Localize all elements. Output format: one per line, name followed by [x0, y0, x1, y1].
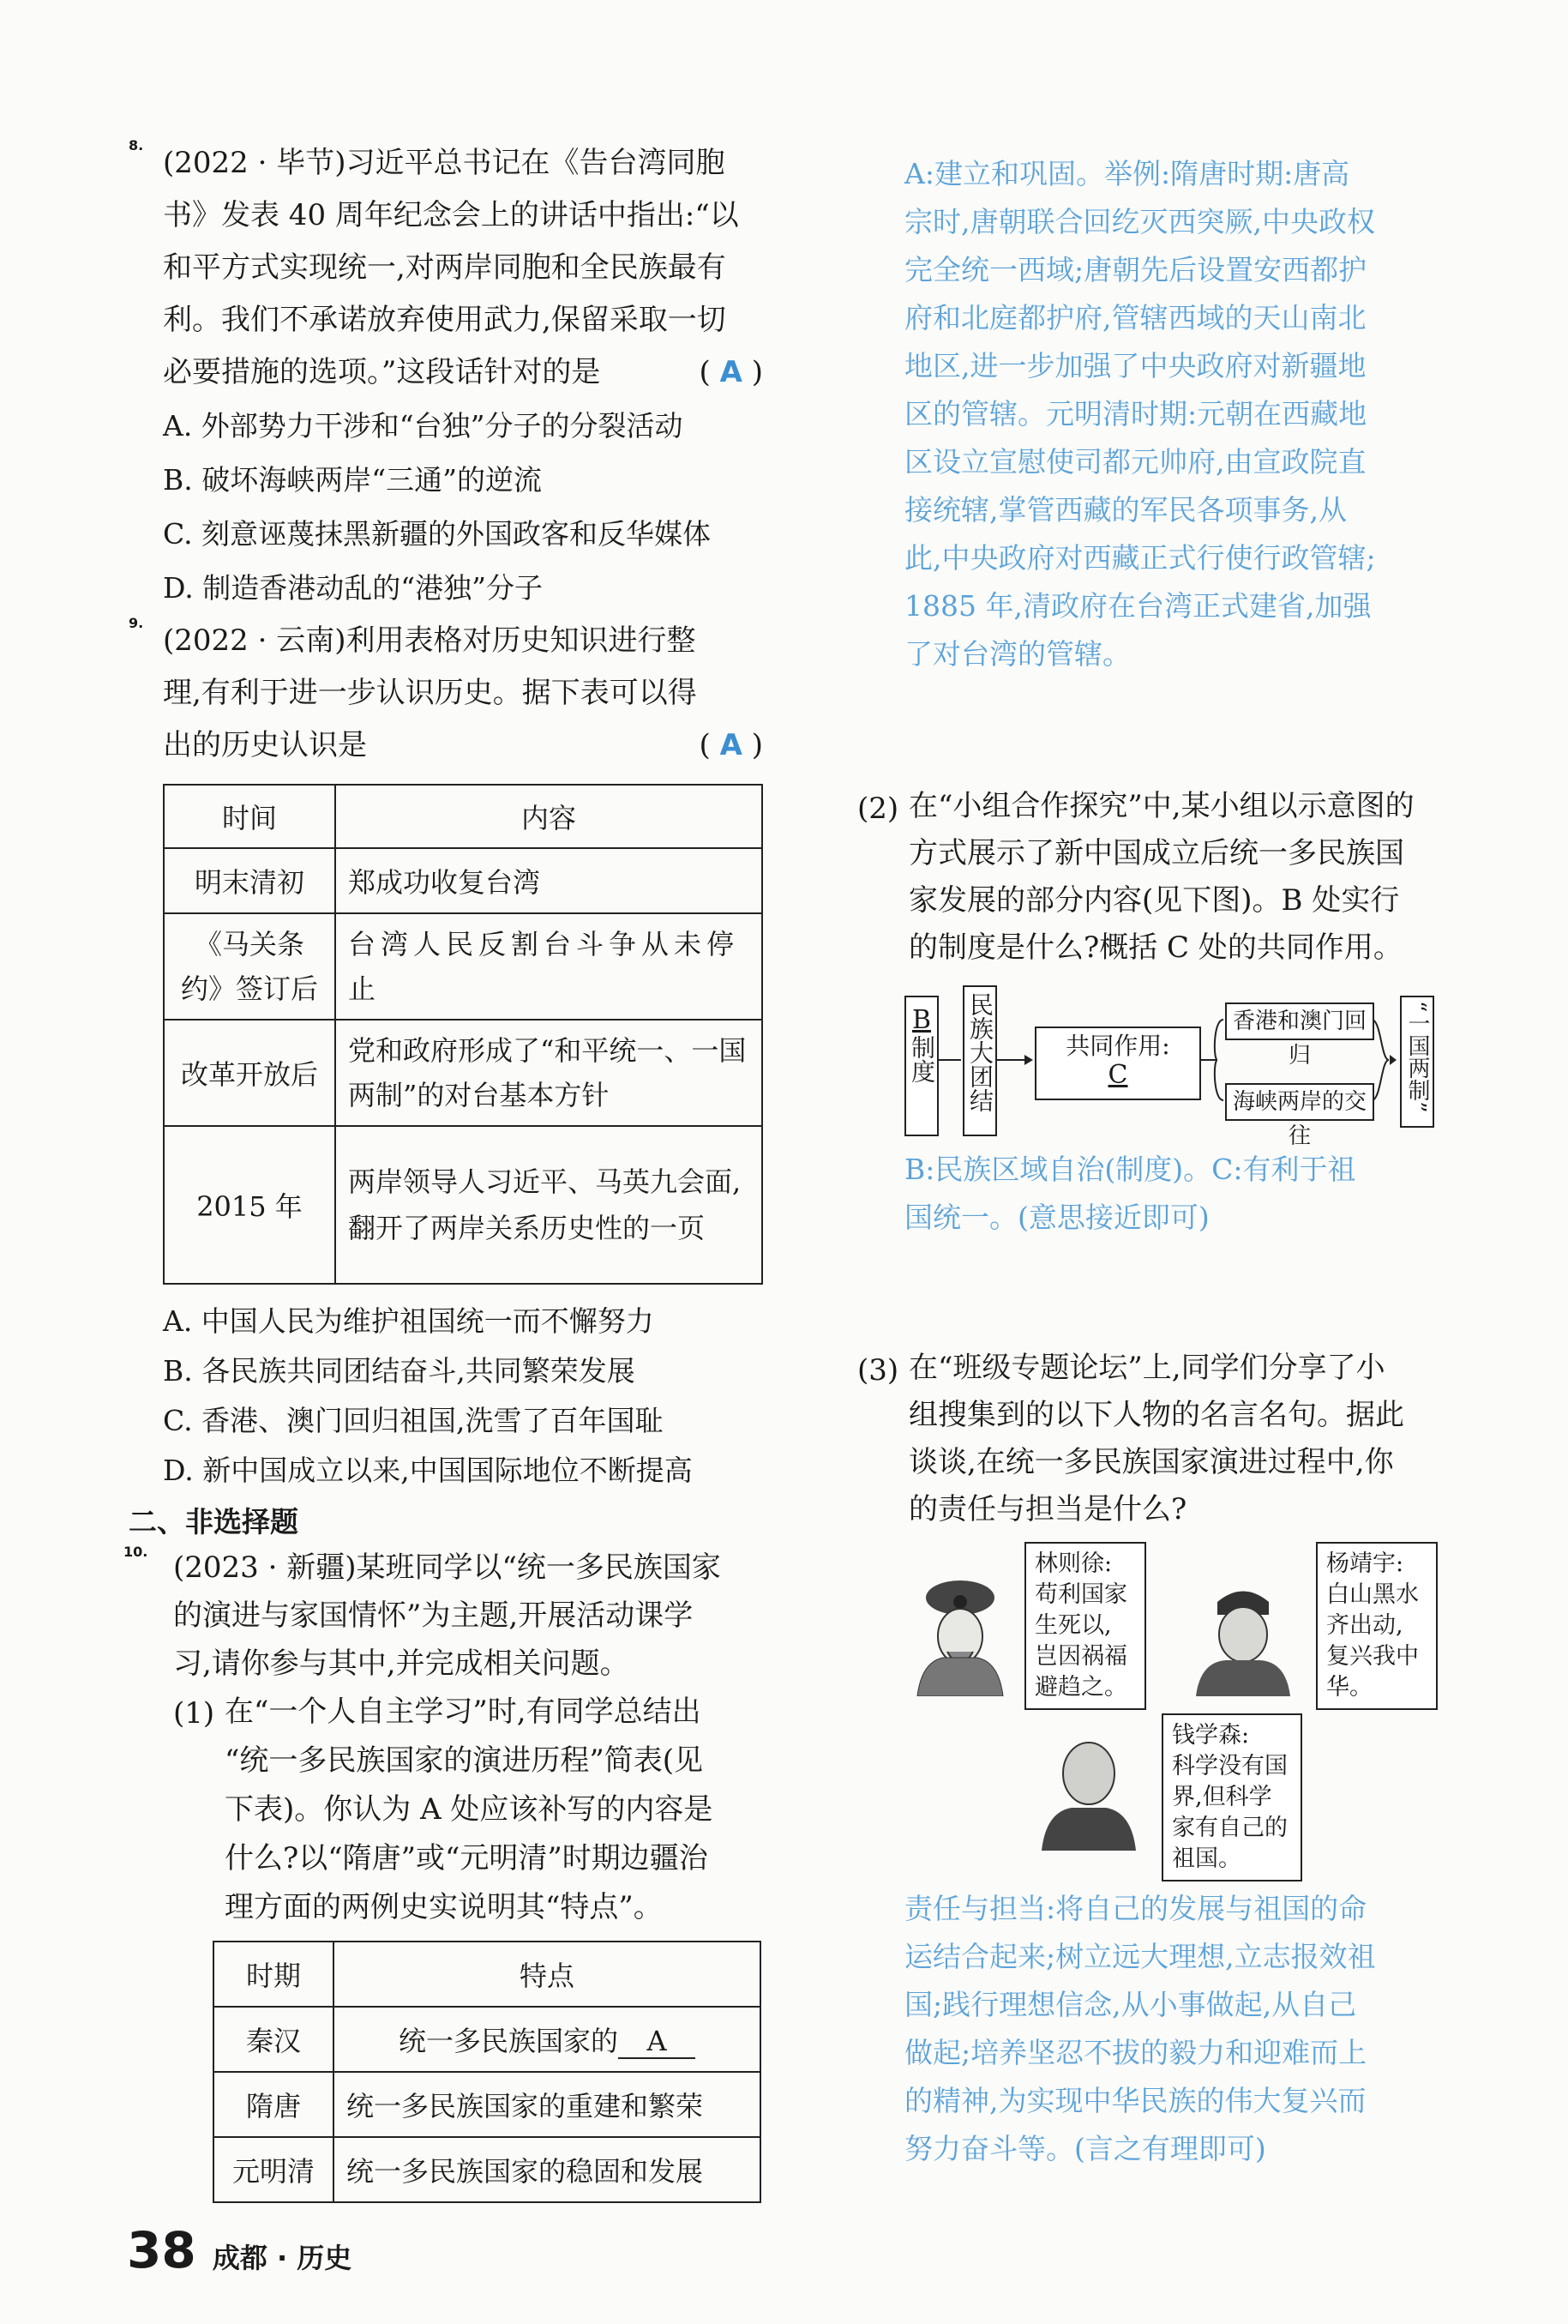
blank-a: A	[618, 2025, 695, 2059]
table-cell: 党和政府形成了“和平统一、一国两制”的对台基本方针	[335, 1020, 762, 1126]
quote-line: 界,但科学	[1172, 1784, 1272, 1810]
stem-line: 和平方式实现统一,对两岸同胞和全民族最有	[163, 250, 726, 285]
common-label: 共同作用:	[1066, 1032, 1170, 1060]
quote-line: 齐出动,	[1326, 1612, 1403, 1639]
lin-zexu-quote	[1024, 1542, 1146, 1710]
stem-line: 组搜集到的以下人物的名言名句。据此	[909, 1398, 1404, 1432]
quote-line: 科学没有国	[1172, 1753, 1288, 1779]
question-number: 9.	[129, 615, 144, 631]
answer-sub3	[857, 1885, 1457, 2173]
quotes-figure	[904, 1542, 1462, 1885]
stem-line: 理方面的两例史实说明其“特点”。	[225, 1890, 663, 1924]
table-row	[213, 2007, 760, 2072]
option: A. 中国人民为维护祖国统一而不懈努力	[163, 1304, 654, 1338]
option: A. 外部势力干涉和“台独”分子的分裂活动	[163, 409, 683, 443]
qian-xuesen-quote	[1162, 1713, 1302, 1881]
quote-line: 祖国。	[1172, 1845, 1241, 1872]
lin-zexu-portrait	[904, 1568, 1016, 1696]
period-table	[213, 1941, 761, 2203]
stem-line: 的演进与家国情怀”为主题,开展活动课学	[173, 1599, 694, 1633]
stem-line: 的责任与担当是什么?	[909, 1492, 1187, 1526]
table-row	[213, 2072, 760, 2137]
answer: A	[719, 728, 742, 762]
table-cell: 明末清初	[164, 848, 335, 913]
table-cell: 2015 年	[164, 1126, 335, 1284]
answer-line: 此,中央政府对西藏正式行使行政管辖;	[904, 541, 1376, 575]
stem-line: 谈谈,在统一多民族国家演进过程中,你	[909, 1445, 1394, 1479]
stem-line	[163, 346, 763, 399]
question-8	[129, 137, 763, 399]
section-heading: 二、非选择题	[129, 1505, 298, 1538]
stem-line: (2022 · 毕节)习近平总书记在《告台湾同胞	[163, 146, 725, 180]
table-header: 特点	[333, 1942, 760, 2007]
table-cell: 改革开放后	[164, 1020, 335, 1126]
answer-line: 国;践行理想信念,从小事做起,从自己	[904, 1988, 1357, 2021]
stem-line: 的制度是什么?概括 C 处的共同作用。	[909, 930, 1403, 965]
question-number: 10.	[123, 1544, 148, 1560]
subquestion-2	[857, 783, 1457, 972]
quote-line: 白山黑水	[1326, 1581, 1419, 1608]
answer-line: 府和北庭都护府,管辖西域的天山南北	[904, 301, 1367, 334]
subquestion-1	[173, 1688, 763, 2203]
stem-line: (2022 · 云南)利用表格对历史知识进行整	[163, 623, 696, 658]
option: C. 香港、澳门回归祖国,洗雪了百年国耻	[163, 1404, 664, 1437]
b-text: 制度	[908, 1035, 936, 1083]
stem-line: 书》发表 40 周年纪念会上的讲话中指出:“以	[163, 198, 739, 232]
stem-text: 出的历史认识是	[163, 728, 367, 762]
stem-line: (2023 · 新疆)某班同学以“统一多民族国家	[173, 1550, 721, 1585]
subquestion-3	[857, 1345, 1457, 1533]
b-letter: B	[911, 1005, 932, 1035]
quote-name: 钱学森:	[1172, 1722, 1250, 1749]
question-number: 8.	[129, 137, 144, 154]
option: C. 刻意诬蔑抹黑新疆的外国政客和反华媒体	[163, 517, 712, 551]
strait-text: 海峡两岸的交往	[1232, 1089, 1367, 1149]
stem-line: 理,有利于进一步认识历史。据下表可以得	[163, 676, 697, 710]
answer-line: 国统一。(意思接近即可)	[904, 1201, 1210, 1234]
answer-line: 区的管辖。元明清时期:元朝在西藏地	[904, 397, 1367, 430]
history-table	[163, 784, 763, 1285]
qian-xuesen-portrait	[1033, 1722, 1144, 1851]
stem-line: 方式展示了新中国成立后统一多民族国	[909, 836, 1404, 870]
table-cell	[333, 2007, 760, 2072]
policy-text: “一国两制”	[1404, 1001, 1430, 1113]
policy-box	[1400, 996, 1434, 1128]
quote-line: 复兴我中	[1326, 1643, 1419, 1670]
answer-sub1	[857, 150, 1457, 678]
answer-line: 了对台湾的管辖。	[904, 637, 1131, 671]
quote-line: 家有自己的	[1172, 1815, 1288, 1841]
quote-line: 苟利国家	[1035, 1581, 1127, 1608]
left-column	[123, 137, 763, 2203]
unity-diagram	[904, 985, 1453, 1149]
stem-line: 下表)。你认为 A 处应该补写的内容是	[225, 1792, 713, 1827]
footer-label: 成都 · 历史	[212, 2242, 352, 2274]
stem-line: 在“小组合作探究”中,某小组以示意图的	[909, 789, 1415, 823]
table-cell: 秦汉	[213, 2007, 333, 2072]
table-header: 时期	[213, 1942, 333, 2007]
quote-name: 杨靖宇:	[1326, 1550, 1404, 1577]
option: B. 各民族共同团结奋斗,共同繁荣发展	[163, 1354, 635, 1388]
strait-box	[1225, 1083, 1374, 1149]
stem-text: 必要措施的选项。”这段话针对的是	[163, 355, 601, 389]
stem-line: 什么?以“隋唐”或“元明清”时期边疆治	[225, 1841, 708, 1875]
option: D. 新中国成立以来,中国国际地位不断提高	[163, 1454, 693, 1487]
quote-line: 生死以,	[1035, 1612, 1112, 1639]
page-number: 38	[127, 2221, 196, 2279]
table-cell: 统一多民族国家的重建和繁荣	[333, 2072, 760, 2137]
c-letter: C	[1108, 1060, 1128, 1090]
answer-line: 责任与担当:将自己的发展与祖国的命	[904, 1892, 1367, 1925]
right-column	[857, 150, 1457, 2173]
answer-line: 运结合起来;树立远大理想,立志报效祖	[904, 1940, 1376, 1973]
subquestion-number: (2)	[857, 792, 899, 826]
table-cell: 台湾人民反割台斗争从未停止	[335, 913, 762, 1020]
answer-line: A:建立和巩固。举例:隋唐时期:唐高	[904, 157, 1350, 190]
answer-line: B:民族区域自治(制度)。C:有利于祖	[904, 1153, 1356, 1186]
answer-bracket: ( A )	[699, 728, 763, 762]
answer: A	[719, 355, 742, 389]
answer-line: 做起;培养坚忍不拔的毅力和迎难而上	[904, 2036, 1367, 2069]
yang-jingyu-quote	[1316, 1542, 1438, 1710]
unity-text: 民族大团结	[966, 992, 994, 1112]
stem-line: “统一多民族国家的演进历程”简表(见	[225, 1743, 704, 1778]
answer-line: 的精神,为实现中华民族的伟大复兴而	[904, 2084, 1367, 2117]
answer-line: 区设立宣慰使司都元帅府,由宣政院直	[904, 445, 1367, 479]
table-row	[164, 1020, 762, 1126]
stem-line	[163, 719, 763, 772]
table-cell: 郑成功收复台湾	[335, 848, 762, 913]
stem-line: 在“一个人自主学习”时,有同学总结出	[225, 1695, 701, 1729]
option: D. 制造香港动乱的“港独”分子	[163, 571, 544, 605]
table-header: 内容	[335, 785, 762, 848]
answer-line: 努力奋斗等。(言之有理即可)	[904, 2132, 1266, 2165]
quote-name: 林则徐:	[1035, 1550, 1113, 1577]
question-10	[123, 1544, 763, 1688]
answer-sub2	[857, 1146, 1457, 1242]
subquestion-number: (1)	[173, 1696, 215, 1731]
stem-line: 在“班级专题论坛”上,同学们分享了小	[909, 1351, 1385, 1385]
quote-line: 避趋之。	[1035, 1674, 1127, 1701]
table-cell: 元明清	[213, 2137, 333, 2202]
table-row	[164, 1126, 762, 1284]
subquestion-number: (3)	[857, 1353, 899, 1388]
answer-bracket: ( A )	[699, 355, 763, 389]
question-9	[129, 615, 763, 1285]
table-header: 时间	[164, 785, 335, 848]
table-row	[213, 2137, 760, 2202]
common-effect-box	[1035, 1027, 1201, 1100]
table-row	[164, 848, 762, 913]
quote-line: 华。	[1326, 1674, 1373, 1701]
answer-line: 完全统一西域;唐朝先后设置安西都护	[904, 253, 1367, 286]
page-footer	[127, 2221, 351, 2279]
stem-line: 利。我们不承诺放弃使用武力,保留采取一切	[163, 303, 726, 337]
answer-line: 地区,进一步加强了中央政府对新疆地	[904, 349, 1367, 382]
answer-line: 1885 年,清政府在台湾正式建省,加强	[904, 589, 1372, 623]
stem-line: 家发展的部分内容(见下图)。B 处实行	[909, 883, 1400, 918]
answer-line: 接统辖,掌管西藏的军民各项事务,从	[904, 493, 1347, 527]
quote-line: 岂因祸福	[1035, 1643, 1127, 1670]
option: B. 破坏海峡两岸“三通”的逆流	[163, 463, 542, 497]
cell-text: 统一多民族国家的	[398, 2025, 618, 2057]
table-row	[164, 913, 762, 1020]
hk-macao-box	[1225, 1002, 1374, 1069]
stem-line: 习,请你参与其中,并完成相关问题。	[173, 1647, 629, 1681]
hk-macao-text: 香港和澳门回归	[1232, 1008, 1367, 1069]
yang-jingyu-portrait	[1187, 1568, 1299, 1696]
table-cell: 《马关条约》签订后	[164, 913, 335, 1020]
table-cell: 统一多民族国家的稳固和发展	[333, 2137, 760, 2202]
answer-line: 宗时,唐朝联合回纥灭西突厥,中央政权	[904, 205, 1375, 238]
table-cell: 两岸领导人习近平、马英九会面,翻开了两岸关系历史性的一页	[335, 1126, 762, 1284]
table-cell: 隋唐	[213, 2072, 333, 2137]
